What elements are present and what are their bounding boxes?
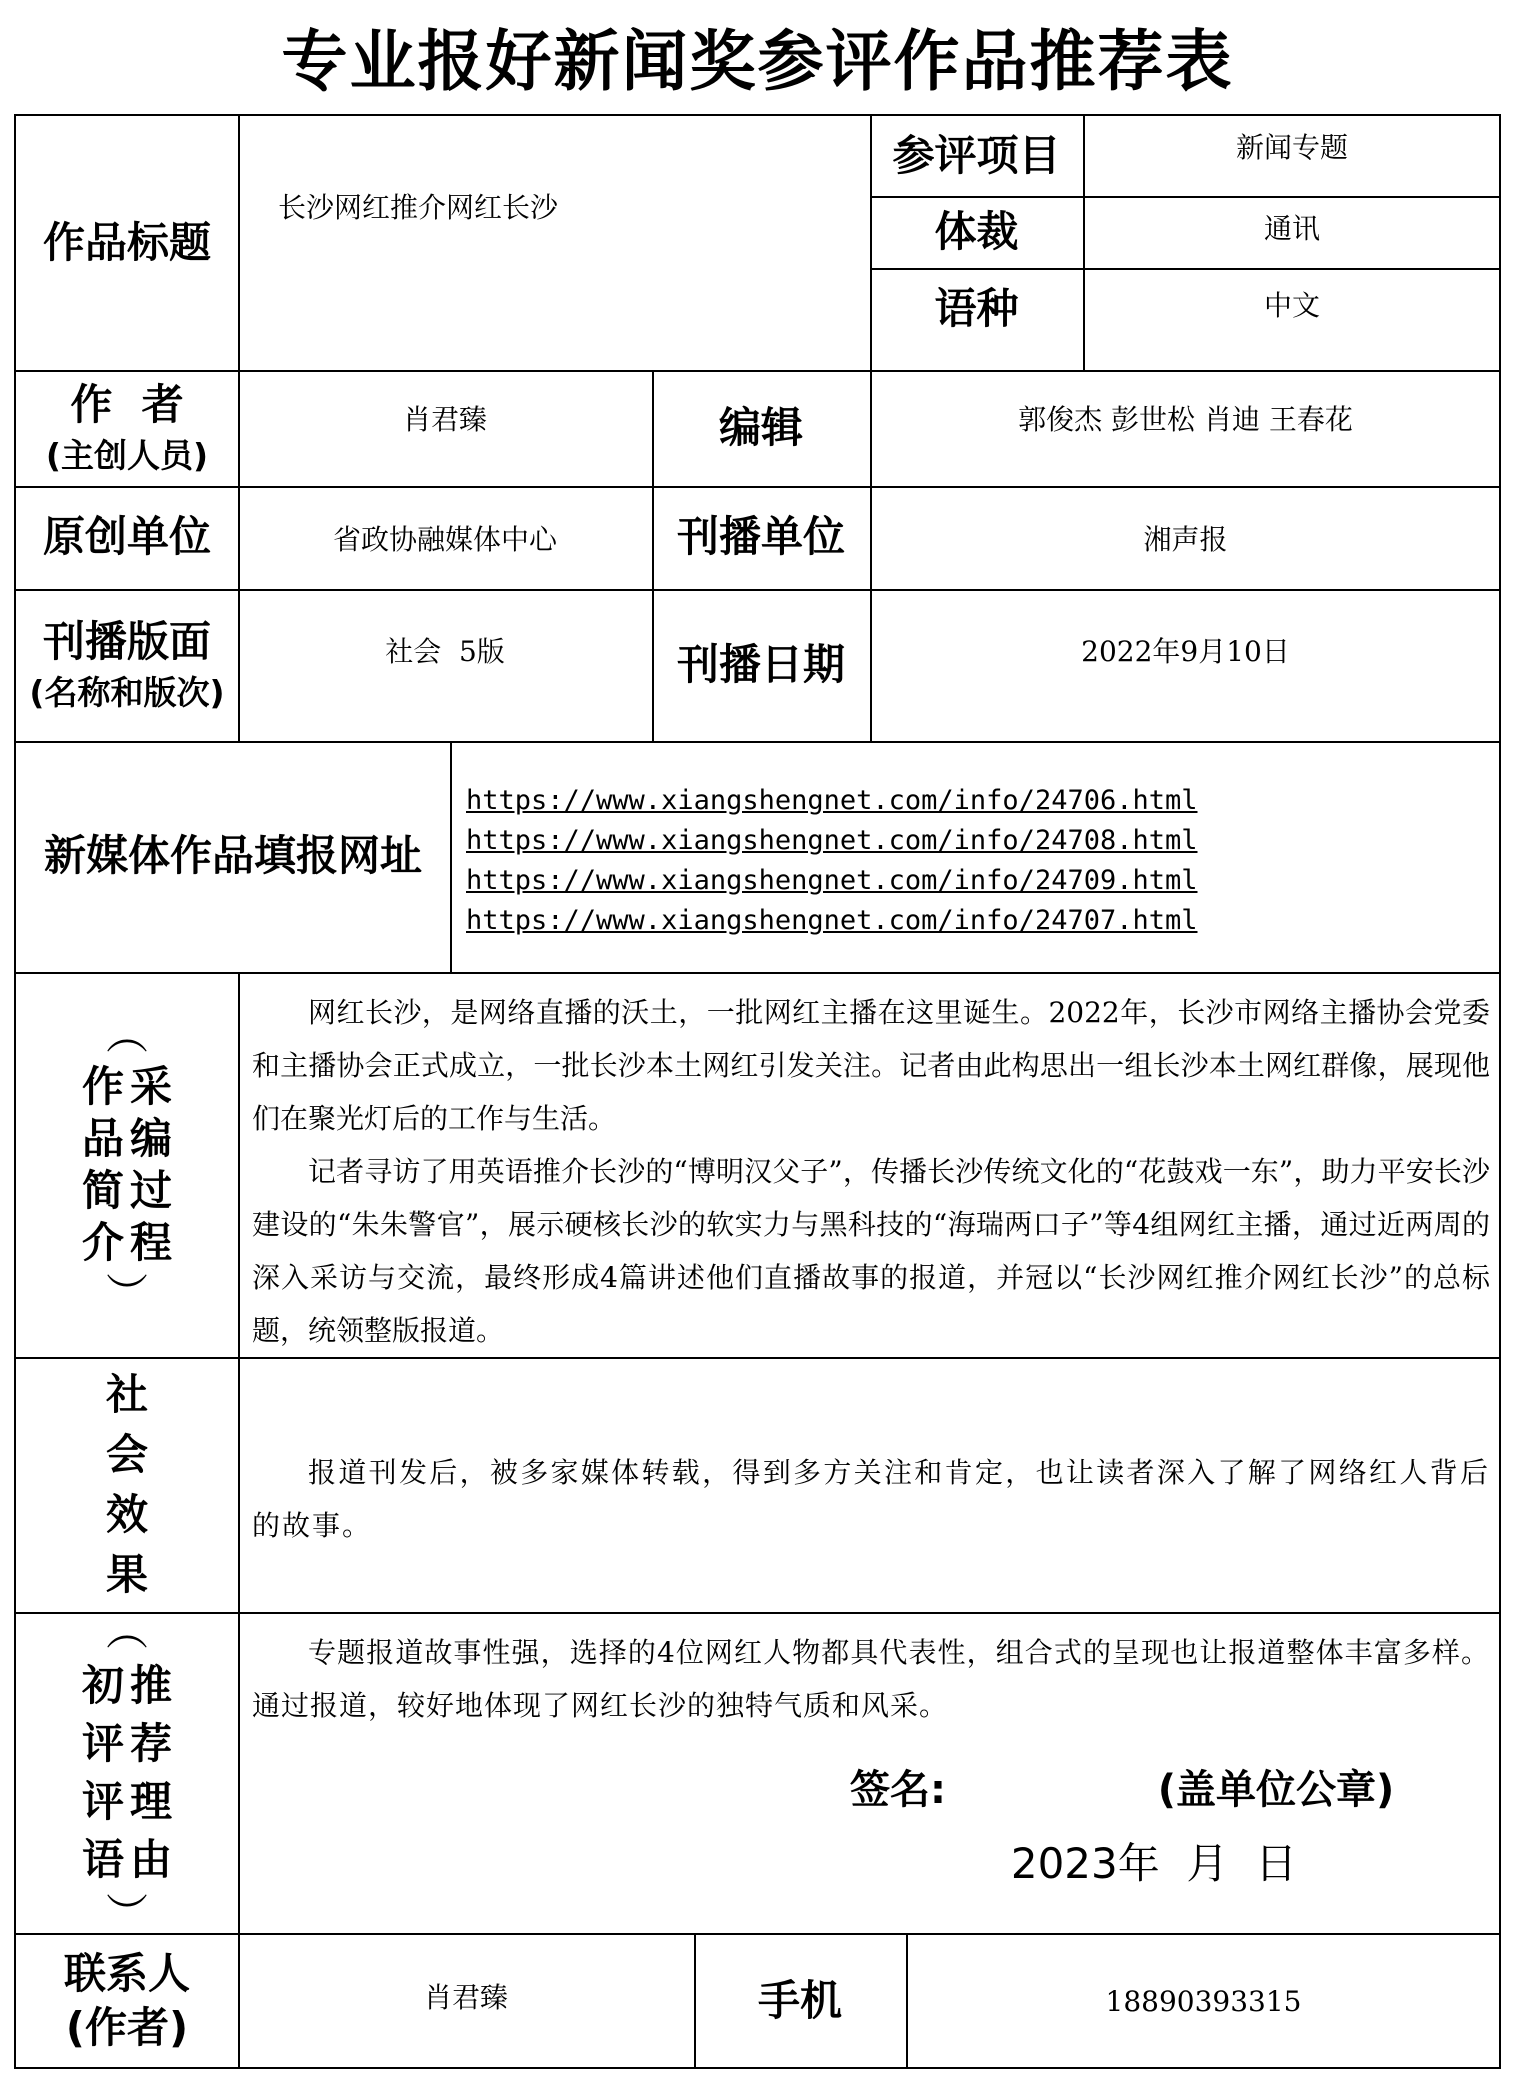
origin-unit-label: 原创单位 xyxy=(42,512,211,562)
recommendation-form xyxy=(14,114,1501,2069)
col-divider xyxy=(238,972,240,2069)
publish-date-label: 刊播日期 xyxy=(676,639,845,689)
intro-text xyxy=(252,986,1490,1346)
url-link[interactable]: https://www.xiangshengnet.com/info/24706.html xyxy=(466,785,1198,816)
sign-date: 2023年 月 日 xyxy=(1010,1839,1298,1888)
url-list xyxy=(450,741,1501,972)
intro-paragraph: 网红长沙，是网络直播的沃土，一批网红主播在这里诞生。2022年，长沙市网络主播协会党委和主播协会正式成立，一批长沙本土网红引发关注。记者由此构思出一组长沙本土网红群像，展现他们在聚光灯后的工作与生活。 xyxy=(252,996,1490,1135)
social-effect-label xyxy=(16,1357,238,1612)
language-value: 中文 xyxy=(1263,289,1320,322)
category-label: 参评项目 xyxy=(892,130,1061,180)
author-label xyxy=(16,370,238,486)
editor-value: 郭俊杰 彭世松 肖迪 王春花 xyxy=(1018,403,1353,436)
genre-label: 体裁 xyxy=(934,206,1019,256)
seal-label: (盖单位公章) xyxy=(1157,1766,1395,1813)
paren-open: ︵ xyxy=(105,1009,148,1059)
publish-page-label-sub: (名称和版次) xyxy=(29,673,225,713)
url-link[interactable]: https://www.xiangshengnet.com/info/24709.html xyxy=(466,865,1198,896)
editor-label: 编辑 xyxy=(718,402,803,452)
review-label-col2: 推荐理由 xyxy=(129,1660,172,1884)
phone-value: 18890393315 xyxy=(1105,1984,1302,2018)
intro-paragraph: 记者寻访了用英语推介长沙的“博明汉父子”，传播长沙传统文化的“花鼓戏一东”，助力平安长沙建设的“朱朱警官”，展示硬核长沙的软实力与黑科技的“海瑞两口子”等4组网红主播，通过近两周的深入采访与交流，最终形成4篇讲述他们直播故事的报道，并冠以“长沙网红推介网红长沙”的总标题，统领整版报道。 xyxy=(252,1155,1490,1347)
paren-close: ︶ xyxy=(105,1269,148,1319)
url-link[interactable]: https://www.xiangshengnet.com/info/24707.html xyxy=(466,905,1198,936)
social-effect-text xyxy=(252,1446,1490,1566)
contact-label-main: 联系人 xyxy=(63,1948,190,1998)
publish-page-label-main: 刊播版面 xyxy=(42,617,211,666)
language-label: 语种 xyxy=(934,283,1019,333)
paren-open: ︵ xyxy=(105,1605,148,1655)
paren-close: ︶ xyxy=(105,1889,148,1939)
category-value: 新闻专题 xyxy=(1235,131,1348,164)
contact-value: 肖君臻 xyxy=(423,1981,508,2014)
intro-label-col2: 采编过程 xyxy=(129,1061,172,1267)
contact-label xyxy=(16,1933,238,2069)
work-title-value: 长沙网红推介网红长沙 xyxy=(278,191,559,224)
phone-label: 手机 xyxy=(757,1975,842,2025)
signature-label: 签名: xyxy=(850,1766,946,1813)
genre-value: 通讯 xyxy=(1263,212,1320,245)
publish-page-value: 社会 5版 xyxy=(385,635,505,668)
contact-label-sub: (作者) xyxy=(65,2003,189,2052)
intro-label xyxy=(16,972,238,1357)
publish-unit-value: 湘声报 xyxy=(1143,522,1228,556)
social-effect-paragraph: 报道刊发后，被多家媒体转载，得到多方关注和肯定，也让读者深入了解了网络红人背后的故事。 xyxy=(252,1456,1490,1542)
publish-date-value: 2022年9月10日 xyxy=(1081,635,1290,668)
social-effect-label-text: 社会效果 xyxy=(105,1369,148,1599)
intro-label-col1: 作品简介 xyxy=(81,1061,124,1267)
publish-page-label xyxy=(16,589,238,741)
author-label-main: 作 者 xyxy=(70,380,184,429)
author-label-sub: (主创人员) xyxy=(45,436,209,476)
work-title-label: 作品标题 xyxy=(42,217,211,267)
review-label-col1: 初评评语 xyxy=(81,1660,124,1884)
origin-unit-value: 省政协融媒体中心 xyxy=(332,522,557,556)
page-title: 专业报好新闻奖参评作品推荐表 xyxy=(281,23,1234,100)
url-link[interactable]: https://www.xiangshengnet.com/info/24708.html xyxy=(466,825,1198,856)
author-value: 肖君臻 xyxy=(402,403,487,436)
publish-unit-label: 刊播单位 xyxy=(676,512,845,562)
new-media-url-label: 新媒体作品填报网址 xyxy=(43,831,422,881)
review-paragraph: 专题报道故事性强，选择的4位网红人物都具代表性，组合式的呈现也让报道整体丰富多样。通过报道，较好地体现了网红长沙的独特气质和风采。 xyxy=(252,1636,1490,1722)
review-text xyxy=(252,1626,1490,1746)
review-label xyxy=(16,1605,238,1939)
